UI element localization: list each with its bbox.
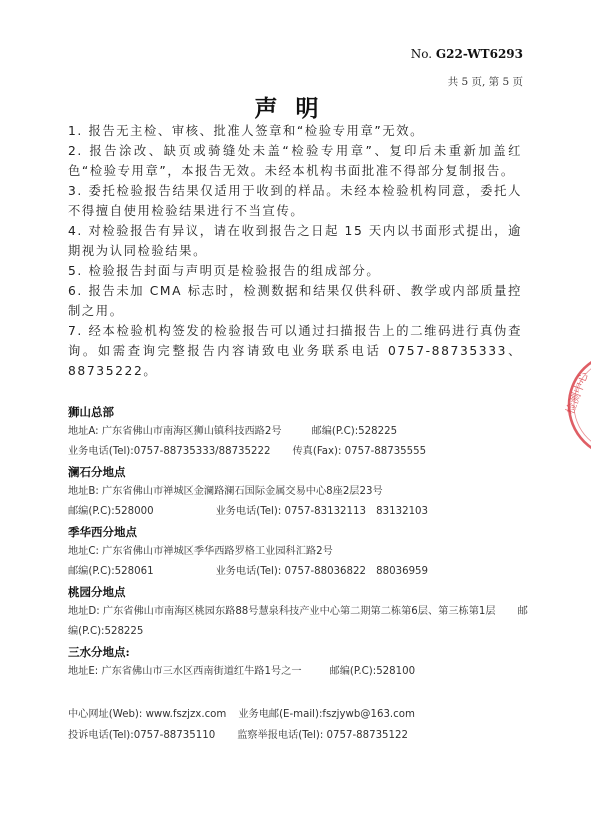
branch-sanshui-name: 三水分地点:: [68, 645, 130, 659]
branch-lanshi-postcode: 邮编(P.C):528000: [68, 506, 154, 517]
clause-3: 3. 委托检验报告结果仅适用于收到的样品。未经本检验机构同意，委托人不得擅自使用检验结果进行不当宣传。: [68, 184, 522, 218]
contact-footer: [68, 704, 415, 746]
inspection-seal-stamp: [563, 345, 591, 465]
branch-sanshui-postcode: 邮编(P.C):528100: [329, 666, 416, 677]
branch-lanshi-contact-row: [68, 502, 528, 522]
clause-1: 1. 报告无主检、审核、批准人签章和“检验专用章”无效。: [68, 124, 425, 138]
branch-taoyuan-name: 桃园分地点: [68, 585, 126, 599]
clause-5: 5. 检验报告封面与声明页是检验报告的组成部分。: [68, 264, 381, 278]
clause-4: 4. 对检验报告有异议，请在收到报告之日起 15 天内以书面形式提出，逾期视为认同检验结果。: [68, 224, 522, 258]
supervision-phone: 监察举报电话(Tel): 0757-88735122: [237, 730, 408, 741]
branch-jihua-contact-row: [68, 562, 528, 582]
website-link[interactable]: 中心网址(Web): www.fszjzx.com: [68, 709, 227, 720]
branch-hq-contact-row: [68, 442, 528, 462]
branch-jihua-postcode: 邮编(P.C):528061: [68, 566, 154, 577]
branch-hq-fax: 传真(Fax): 0757-88735555: [292, 446, 427, 457]
branch-hq-postcode: 邮编(P.C):528225: [311, 426, 398, 437]
branch-sanshui-address-row: [68, 662, 528, 682]
svg-text:检测中心: 检测中心: [563, 370, 591, 417]
complaint-phone: 投诉电话(Tel):0757-88735110: [68, 730, 216, 741]
branch-lanshi-name: 澜石分地点: [68, 465, 126, 479]
branch-taoyuan-address-row: [68, 602, 528, 642]
branch-sanshui-address: 地址E: 广东省佛山市三水区西南街道红牛路1号之一: [68, 666, 302, 677]
footer-row-1: [68, 704, 415, 725]
branch-lanshi-address: 地址B: 广东省佛山市禅城区金澜路澜石国际金属交易中心8座2层23号: [68, 486, 383, 497]
clause-2: 2. 报告涂改、缺页或骑缝处未盖“检验专用章”、复印后未重新加盖红色“检验专用章”，本报告无效。未经本机构书面批准不得部分复制报告。: [68, 144, 522, 178]
footer-row-2: [68, 725, 415, 746]
report-number-prefix: No.: [410, 47, 433, 61]
branch-lanshi-phone: 业务电话(Tel): 0757-83132113 83132103: [215, 506, 429, 517]
statement-clauses: [68, 121, 522, 381]
branch-taoyuan-address: 地址D: 广东省佛山市南海区桃园东路88号慧泉科技产业中心第二期第二栋第6层、第三栋第1层: [68, 606, 496, 617]
branch-taoyuan-postcode: 邮编(P.C):528225: [68, 606, 528, 637]
report-number-value: G22-WT6293: [435, 47, 523, 61]
branch-hq-address-row: [68, 422, 528, 442]
branch-jihua-name: 季华西分地点: [68, 525, 137, 539]
report-number: [411, 47, 523, 61]
branch-jihua-phone: 业务电话(Tel): 0757-88036822 88036959: [215, 566, 429, 577]
branch-hq-phone: 业务电话(Tel):0757-88735333/88735222: [68, 446, 271, 457]
page-indicator: 共 5 页, 第 5 页: [447, 76, 523, 88]
email-link[interactable]: 业务电邮(E-mail):fszjywb@163.com: [238, 709, 415, 720]
branch-hq-name: 狮山总部: [68, 405, 114, 419]
branch-hq-address: 地址A: 广东省佛山市南海区狮山镇科技西路2号: [68, 426, 282, 437]
branch-locations: [68, 402, 528, 682]
clause-6: 6. 报告未加 CMA 标志时，检测数据和结果仅供科研、教学或内部质量控制之用。: [68, 284, 522, 318]
clause-7: 7. 经本检验机构签发的检验报告可以通过扫描报告上的二维码进行真伪查询。如需查询完整报告内容请致电业务联系电话 0757-88735333、88735222。: [68, 324, 522, 378]
page-title: 声明: [254, 96, 337, 122]
branch-jihua-address: 地址C: 广东省佛山市禅城区季华西路罗格工业园科汇路2号: [68, 546, 333, 557]
